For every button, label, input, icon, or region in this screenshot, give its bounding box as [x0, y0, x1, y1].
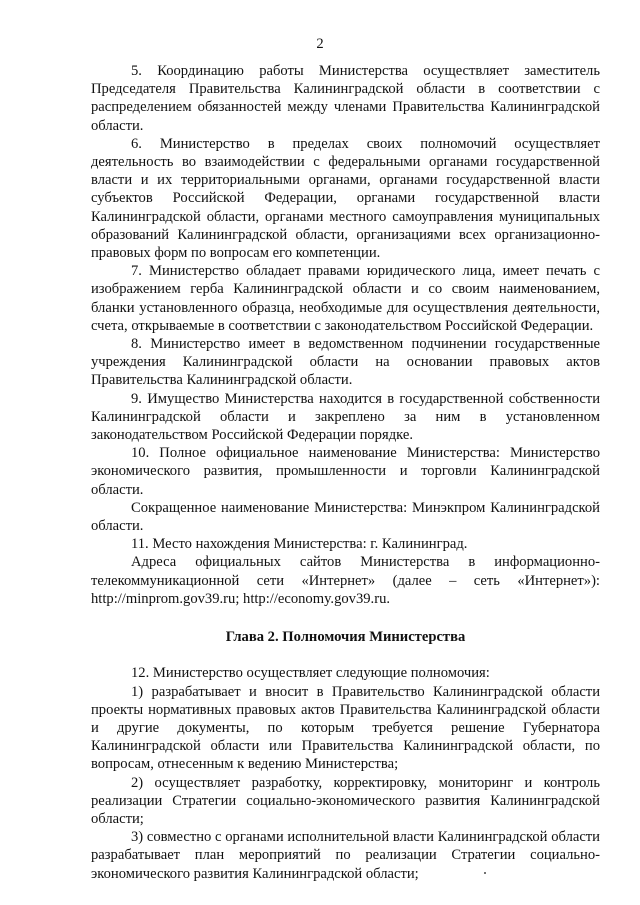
document-body	[91, 62, 600, 883]
paragraph-6: 6. Министерство в пределах своих полномочий осуществляет деятельность во взаимодействии с федеральными органами государственной власти и их территориальными органами, органами государственной власти субъектов Российской Федерации, органами государственной власти Калининградской области, органами местного самоуправления муниципальных образований Калининградской области, организациями всех организационно-правовых форм по вопросам его компетенции.	[91, 135, 600, 262]
chapter-title: Глава 2. Полномочия Министерства	[225, 629, 466, 646]
scan-speck	[484, 872, 486, 874]
power-item-3: 3) совместно с органами исполнительной власти Калининградской области разрабатывает план мероприятий по реализации Стратегии социально-экономического развития Калининградской области;	[91, 829, 600, 882]
paragraph-9: 9. Имущество Министерства находится в государственной собственности Калининградской области и закреплено за ним в установленном законодательством Российской Федерации порядке.	[91, 390, 600, 444]
paragraph-10: 10. Полное официальное наименование Министерства: Министерство экономического развития, промышленности и торговли Калининградской области.	[91, 445, 600, 498]
power-item-2: 2) осуществляет разработку, корректировку, мониторинг и контроль реализации Стратегии социально-экономического развития Калининградской области;	[91, 774, 600, 827]
power-item-1: 1) разрабатывает и вносит в Правительство Калининградской области проекты нормативных правовых актов Правительства Калининградской области и другие документы, по которым требуется решение Губернатора Калининградской области или Правительства Калининградской области, по вопросам, отнесенным к ведению Министерства;	[91, 683, 600, 773]
paragraph-5: 5. Координацию работы Министерства осуществляет заместитель Председателя Правительства Калининградской области в соответствии с распределением обязанностей между членами Правительства Калининградской области.	[91, 63, 600, 134]
paragraph-short-name: Сокращенное наименование Министерства: Минэкпром Калининградской области.	[91, 499, 600, 535]
paragraph-7: 7. Министерство обладает правами юридического лица, имеет печать с изображением герба Калининградской области и со своим наименованием, бланки установленного образца, необходимые для осуществления деятельности, счета, открываемые в соответствии с законодательством Российской Федерации.	[91, 263, 600, 334]
paragraph-websites: Адреса официальных сайтов Министерства в информационно-телекоммуникационной сети «Интернет» (далее – сеть «Интернет»): http://minprom.gov39.ru; http://economy.gov39.ru.	[91, 554, 600, 607]
paragraph-12: 12. Министерство осуществляет следующие полномочия:	[131, 665, 490, 682]
paragraph-11: 11. Место нахождения Министерства: г. Калининград.	[131, 536, 468, 553]
paragraph-8: 8. Министерство имеет в ведомственном подчинении государственные учреждения Калининградской области на основании правовых актов Правительства Калининградской области.	[91, 336, 600, 389]
page-number: 2	[316, 36, 324, 52]
